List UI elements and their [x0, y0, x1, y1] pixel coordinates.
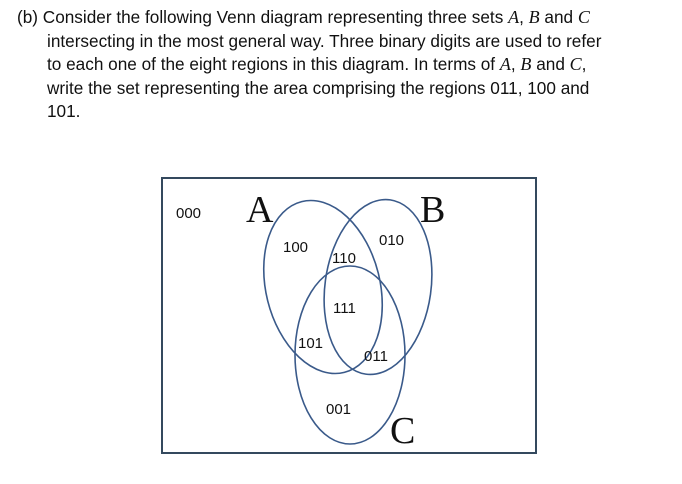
set-label-c: C: [390, 410, 416, 452]
set-b-math: B: [520, 54, 532, 74]
region-111: 111: [333, 300, 356, 317]
region-010: 010: [379, 232, 405, 249]
set-label-b: B: [420, 189, 446, 231]
question-line-1-text: (b) Consider the following Venn diagram representing three sets: [17, 7, 509, 27]
set-a-math: A: [499, 54, 511, 74]
region-000: 000: [176, 205, 202, 222]
question-line-4: write the set representing the area comprising the regions 011, 100 and: [47, 77, 590, 98]
question-line-3-text: to each one of the eight regions in this diagram. In terms of: [47, 54, 500, 74]
region-011: 011: [364, 348, 388, 365]
region-110: 110: [332, 250, 356, 267]
comma: ,: [510, 54, 521, 74]
set-a-math: A: [508, 7, 520, 27]
comma: ,: [581, 54, 587, 74]
region-100: 100: [283, 239, 309, 256]
region-101: 101: [298, 335, 324, 352]
and-text: and: [539, 7, 578, 27]
region-001: 001: [326, 401, 352, 418]
question-line-2: intersecting in the most general way. Three binary digits are used to refer: [47, 30, 602, 51]
and-text: and: [531, 54, 570, 74]
set-c-math: C: [569, 54, 582, 74]
comma: ,: [519, 7, 529, 27]
set-label-a: A: [246, 189, 274, 231]
question-line-5: 101.: [47, 101, 81, 121]
set-b-math: B: [528, 7, 540, 27]
set-c-math: C: [577, 7, 590, 27]
